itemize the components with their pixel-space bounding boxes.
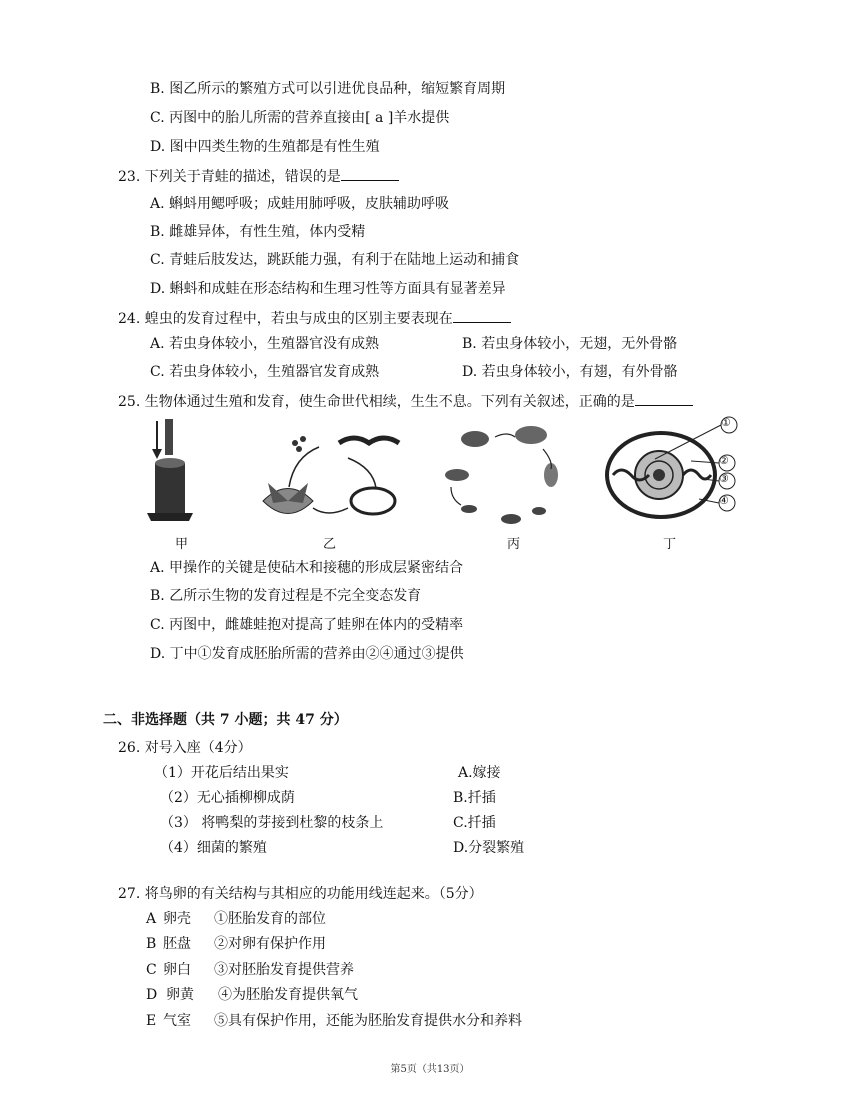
egg-marker-3: ③ [719,472,729,485]
q23-option-a: A. 蝌蚪用鳃呼吸；成蛙用肺呼吸，皮肤辅助呼吸 [150,196,450,212]
q22-option-c: C. 丙图中的胎儿所需的营养直接由[ a ]羊水提供 [150,110,450,126]
q26-stem: 26. 对号入座（4分） [118,740,252,756]
frog-cycle-illustration [445,426,558,524]
q26-item-1: （1）开花后结出果实 [154,765,289,781]
figure-label-jia: 甲 [175,537,189,552]
q27-letter-e: E [146,1013,157,1029]
q27-function-5: ⑤具有保护作用，还能为胚胎发育提供水分和养料 [214,1013,522,1029]
q23-option-d: D. 蝌蚪和成蛙在形态结构和生理习性等方面具有显著差异 [150,281,506,297]
q25-figure [143,413,745,553]
q25-stem-text: 25. 生物体通过生殖和发育，使生命世代相续，生生不息。下列有关叙述，正确的是 [118,394,635,410]
q26-choice-d: D.分裂繁殖 [453,840,525,856]
q22-option-d: D. 图中四类生物的生殖都是有性生殖 [150,139,380,155]
q27-function-3: ③对胚胎发育提供营养 [214,962,354,978]
egg-marker-1: ① [721,416,731,429]
figure-label-ding: 丁 [663,537,677,552]
q27-letter-d: D [146,987,158,1003]
figure-label-bing: 丙 [507,537,521,552]
q27-structure-2: 胚盘 [163,936,191,952]
page-footer: 第5页（共13页） [390,1064,470,1075]
q26-choice-a: A.嫁接 [458,765,501,781]
figure-label-yi: 乙 [323,537,337,552]
grafting-illustration [147,419,193,521]
q24-option-b: B. 若虫身体较小，无翅，无外骨骼 [462,336,678,352]
bird-egg-illustration [607,417,737,517]
q24-option-d: D. 若虫身体较小，有翅，有外骨骼 [462,364,678,380]
q24-option-a: A. 若虫身体较小，生殖器官没有成熟 [150,336,380,352]
q27-structure-5: 气室 [163,1013,191,1029]
q26-choice-b: B.扦插 [453,790,496,806]
q26-item-3: （3） 将鸭梨的芽接到杜黎的枝条上 [160,815,384,831]
q27-letter-a: A [146,911,157,927]
q23-option-b: B. 雌雄异体，有性生殖，体内受精 [150,224,366,240]
silkworm-cycle-illustration [263,436,399,514]
egg-marker-2: ② [719,454,729,467]
q27-stem: 27. 将鸟卵的有关结构与其相应的功能用线连起来。（5分） [118,886,483,902]
q25-stem [118,391,693,412]
q24-stem-text: 24. 蝗虫的发育过程中，若虫与成虫的区别主要表现在 [118,311,453,327]
q27-letter-b: B [146,936,157,952]
egg-marker-4: ④ [719,494,729,507]
answer-blank [635,391,693,406]
q25-option-c: C. 丙图中，雌雄蛙抱对提高了蛙卵在体内的受精率 [150,617,464,633]
q27-letter-c: C [146,962,157,978]
q27-function-1: ①胚胎发育的部位 [214,911,326,927]
q26-choice-c: C.扦插 [453,815,496,831]
q27-structure-3: 卵白 [163,962,191,978]
section-title: 二、非选择题（共 7 小题；共 47 分） [103,712,348,728]
q23-stem-text: 23. 下列关于青蛙的描述，错误的是 [118,169,341,185]
q24-stem [118,308,511,329]
answer-blank [341,166,399,181]
q23-option-c: C. 青蛙后肢发达，跳跃能力强，有利于在陆地上运动和捕食 [150,252,520,268]
q24-option-c: C. 若虫身体较小，生殖器官发育成熟 [150,364,380,380]
q25-option-a: A. 甲操作的关键是使砧木和接穗的形成层紧密结合 [150,560,464,576]
q22-option-b: B. 图乙所示的繁殖方式可以引进优良品种，缩短繁育周期 [150,81,506,97]
q26-item-2: （2）无心插柳柳成荫 [160,790,295,806]
q25-option-d: D. 丁中①发育成胚胎所需的营养由②④通过③提供 [150,646,464,662]
q27-structure-1: 卵壳 [163,911,191,927]
q27-structure-4: 卵黄 [166,987,194,1003]
q23-stem [118,166,399,187]
q25-figure-drawing [143,413,745,553]
q26-item-4: （4）细菌的繁殖 [160,840,267,856]
answer-blank [453,308,511,323]
q27-function-2: ②对卵有保护作用 [214,936,326,952]
q25-option-b: B. 乙所示生物的发育过程是不完全变态发育 [150,588,422,604]
q27-function-4: ④为胚胎发育提供氧气 [218,987,358,1003]
